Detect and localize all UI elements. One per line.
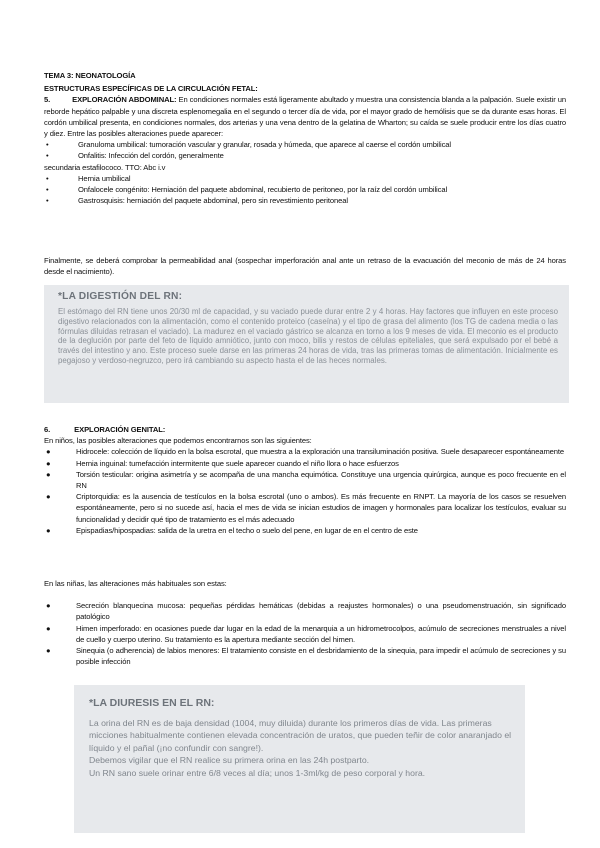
infobox-title: *LA DIGESTIÓN DEL RN:: [58, 291, 183, 302]
abdominal-paragraph: [44, 94, 566, 139]
list-item: • Onfalocele congénito: Herniación del paquete abdominal, recubierto de peritoneo, por la raíz del cordón umbilical: [46, 185, 448, 195]
genital-heading: 6. EXPLORACIÓN GENITAL:: [44, 425, 166, 434]
list-item: ● Secreción blanquecina mucosa: pequeñas pérdidas hemáticas (debidas a reajustes hormonales) o una pseudomenstruación, sin significado patológico: [46, 601, 566, 622]
list-item: ● Torsión testicular: origina asimetría y se acompaña de una mancha equimótica. Constituye una urgencia quirúrgica, aunque es poco frecuente en el RN: [46, 469, 566, 491]
infobox-title: *LA DIURESIS EN EL RN:: [89, 697, 215, 709]
list-item: ● Epispadias/hipospadias: salida de la uretra en el techo o suelo del pene, en lugar de en el centro de este: [46, 525, 418, 535]
section-heading: ESTRUCTURAS ESPECÍFICAS DE LA CIRCULACIÓN FETAL:: [44, 84, 258, 94]
infobox-body: El estómago del RN tiene unos 20/30 ml de capacidad, y su vaciado puede durar entre 2 y 4 horas. Hay factores que influyen en este proceso digestivo relacionados con la alimentación, como el contenido proteico (caseína) y el tipo de grasa del alimento (los TG de cadena media o las fórmulas diluidas retrasan el vaciado). La madurez en el vaciado gástrico se alcanza en torno a los 9 meses de vida. El meconio es el producto de la deglución por parte del feto de líquido amniótico, junto con moco, bilis y restos de células epiteliales, que será expulsado por el bebé a través del intestino y ano. Este proceso suele darse en las primeras 24 horas de vida, tras las primeras tomas de alimentación. Inicialmente es pegajoso y verdoso-negruzco, pero irá cambiando su aspecto hasta el de las heces normales.: [58, 307, 559, 365]
genital-section: [44, 424, 566, 536]
list-item: ● Hernia inguinal: tumefacción intermitente que suele aparecer cuando el niño llora o hace esfuerzos: [46, 458, 399, 468]
list-item: ● Himen imperforado: en ocasiones puede dar lugar en la edad de la menarquia a un hidrometrocolpos, acúmulo de secreciones menstruales a nivel de cuello y cuerpo uterino. Su tratamiento es la apertura mediante sección del himen.: [46, 623, 566, 644]
digestion-infobox: [44, 285, 569, 403]
abdominal-section: [44, 70, 566, 206]
item-text: En condiciones normales está ligeramente abultado y muestra una consistencia blanda a la palpación. Suele existir un reborde hepático palpable y una discreta esplenomegalia en el segundo o tercer día de vida, por el mayor grado de hemólisis que se da durante esas horas. El cordón umbilical presenta, en condiciones normales, dos arterias y una vena dentro de la gelatina de Wharton; su caída se suele producir entre los días cuatro y diez. Entre las posibles alteraciones puede aparecer:: [44, 95, 567, 139]
girls-section: [44, 578, 566, 667]
item-title: EXPLORACIÓN ABDOMINAL:: [72, 95, 177, 105]
final-paragraph: Finalmente, se deberá comprobar la permeabilidad anal (sospechar imperforación anal ante un retraso de la evacuación del meconio de más de 24 horas desde el nacimiento).: [44, 256, 566, 277]
list-item: • Gastrosquisis: herniación del paquete abdominal, pero sin revestimiento peritoneal: [46, 196, 348, 206]
topic-title: TEMA 3: NEONATOLOGÍA: [44, 71, 136, 80]
infobox-body: La orina del RN es de baja densidad (1004, muy diluida) durante los primeros días de vida. Las primeras micciones habitualmente contienen elevada concentración de uratos, que pueden teñir de color anaranjado el líquido y el pañal (¡no confundir con sangre!). Debemos vigilar que el RN realice su primera orina en las 24h postparto. Un RN sano suele orinar entre 6/8 veces al día; unos 1-3ml/kg de peso corporal y hora.: [89, 718, 512, 778]
list-item: • Onfalitis: Infección del cordón, generalmente: [46, 151, 224, 161]
girls-intro: En las niñas, las alteraciones más habituales son estas:: [44, 579, 227, 588]
boys-intro: En niños, las posibles alteraciones que podemos encontrarnos son las siguientes:: [44, 436, 312, 446]
list-item: • Granuloma umbilical: tumoración vascular y granular, rosada y húmeda, que aparece al caerse el cordón umbilical: [46, 140, 452, 150]
list-item: ● Criptorquidia: es la ausencia de testículos en la bolsa escrotal (uno o ambos). Es más frecuente en RNPT. La mayoría de los casos se resuelven espontáneamente, pero si no sucede así, hacia el mes de vida se inician estudios de imagen y hormonales para localizar los testículos, evaluar su funcionalidad y decidir qué tipo de tratamiento es el más adecuado: [46, 492, 566, 524]
list-item: • Hernia umbilical: [46, 173, 131, 183]
continuation-text: secundaria estafilococo. TTO: Abc i.v: [44, 162, 166, 172]
list-item: ● Sinequia (o adherencia) de labios menores: El tratamiento consiste en el desbridamiento de la sinequia, para impedir el acúmulo de secreciones y su posible infección: [46, 646, 566, 667]
item-number: 5.: [44, 95, 51, 105]
diuresis-infobox: [74, 685, 525, 833]
list-item: ● Hidrocele: colección de líquido en la bolsa escrotal, que muestra a la exploración una transiluminación positiva. Suele desaparecer espontáneamente: [46, 447, 565, 457]
